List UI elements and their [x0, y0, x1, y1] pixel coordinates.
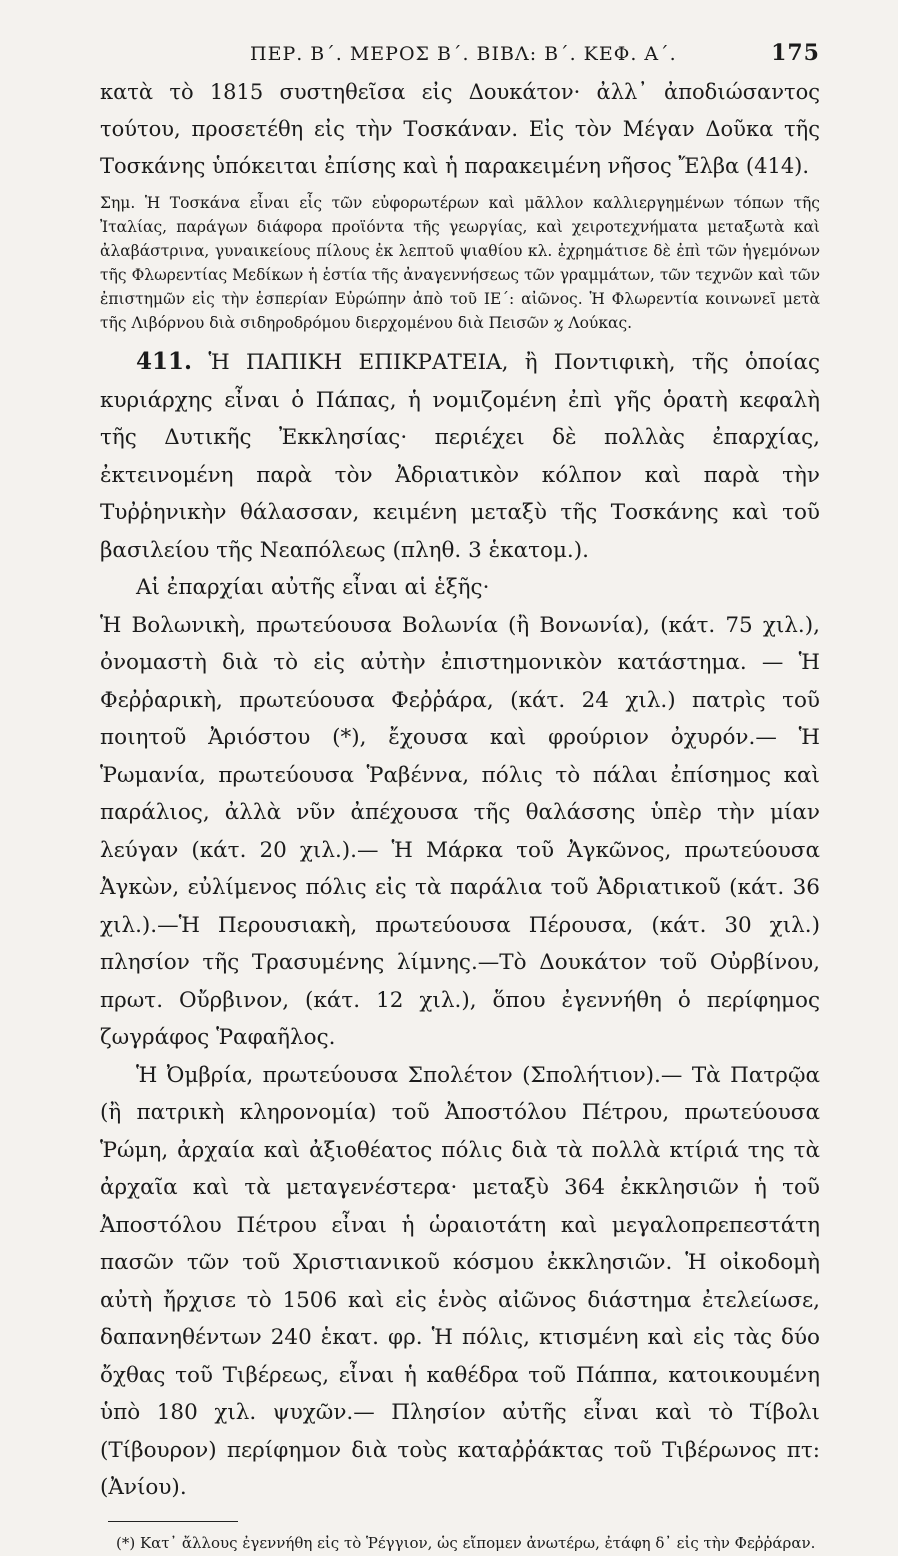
- provinces-intro: Αἱ ἐπαρχίαι αὐτῆς εἶναι αἱ ἑξῆς·: [136, 575, 490, 600]
- section-text: Ἡ ΠΑΠΙΚΗ ΕΠΙΚΡΑΤΕΙΑ, ἢ Ποντιφικὴ, τῆς ὁποίας κυριάρχης εἶναι ὁ Πάπας, ἡ νομιζομένη ἐπὶ γῆς ὁρατὴ κεφαλὴ τῆς Δυτικῆς Ἐκκλησίας· περιέχει δὲ πολλὰς ἐπαρχίας, ἐκτεινομένη παρὰ τὸν Ἀδριατικὸν κόλπον καὶ παρὰ τὴν Τυῤῥηνικὴν θάλασσαν, κειμένη μεταξὺ τῆς Τοσκάνης καὶ τοῦ βασιλείου τῆς Νεαπόλεως (πληθ. 3 ἑκατομ.).: [100, 350, 820, 563]
- umbria-paragraph: Ἡ Ὀμβρία, πρωτεύουσα Σπολέτον (Σπολήτιον).— Τὰ Πατρῷα (ἢ πατρικὴ κληρονομία) τοῦ Ἀποστόλου Πέτρου, πρωτεύουσα Ῥώμη, ἀρχαία καὶ ἀξιοθέατος πόλις διὰ τὰ πολλὰ κτίριά της τὰ ἀρχαῖα καὶ τὰ μεταγενέστερα· μεταξὺ 364 ἐκκλησιῶν ἡ τοῦ Ἀποστόλου Πέτρου εἶναι ἡ ὡραιοτάτη καὶ μεγαλοπρεπεστάτη πασῶν τῶν τοῦ Χριστιανικοῦ κόσμου ἐκκλησιῶν. Ἡ οἰκοδομὴ αὐτὴ ἤρχισε τὸ 1506 καὶ εἰς ἑνὸς αἰῶνος διάστημα ἐτελείωσε, δαπανηθέντων 240 ἑκατ. φρ. Ἡ πόλις, κτισμένη καὶ εἰς τὰς δύο ὄχθας τοῦ Τιβέρεως, εἶναι ἡ καθέδρα τοῦ Πάππα, κατοικουμένη ὑπὸ 180 χιλ. ψυχῶν.— Πλησίον αὐτῆς εἶναι καὶ τὸ Τίβολι (Τίβουρον) περίφημον διὰ τοὺς καταῤῥάκτας τοῦ Τιβέρωνος πτ: (Ἀνίου).: [100, 1062, 820, 1500]
- page-number: 175: [771, 40, 820, 66]
- provinces-paragraph: Ἡ Βολωνικὴ, πρωτεύουσα Βολωνία (ἢ Βονωνία), (κάτ. 75 χιλ.), ὀνομαστὴ διὰ τὸ εἰς αὐτὴν ἐπιστημονικὸν κατάστημα. — Ἡ Φεῤῥαρικὴ, πρωτεύουσα Φεῤῥάρα, (κάτ. 24 χιλ.) πατρὶς τοῦ ποιητοῦ Ἀριόστου (*), ἔχουσα καὶ φρούριον ὀχυρόν.— Ἡ Ῥωμανία, πρωτεύουσα Ῥαβέννα, πόλις τὸ πάλαι ἐπίσημος καὶ παράλιος, ἀλλὰ νῦν ἀπέχουσα τῆς θαλάσσης ὑπὲρ τὴν μίαν λεύγαν (κάτ. 20 χιλ.).— Ἡ Μάρκα τοῦ Ἀγκῶνος, πρωτεύουσα Ἀγκὼν, εὐλίμενος πόλις εἰς τὰ παράλια τοῦ Ἀδριατικοῦ (κάτ. 36 χιλ.).—Ἡ Περουσιακὴ, πρωτεύουσα Πέρουσα, (κάτ. 30 χιλ.) πλησίον τῆς Τρασυμένης λίμνης.—Τὸ Δουκάτον τοῦ Οὐρβίνου, πρωτ. Οὔρβινον, (κάτ. 12 χιλ.), ὅπου ἐγεννήθη ὁ περίφημος ζωγράφος Ῥαφαῆλος.: [100, 612, 820, 1050]
- section-number: 411.: [136, 348, 193, 375]
- note-paragraph: Σημ. Ἡ Τοσκάνα εἶναι εἷς τῶν εὐφορωτέρων καὶ μᾶλλον καλλιεργημένων τόπων τῆς Ἰταλίας, παράγων διάφορα προϊόντα τῆς γεωργίας, καὶ χειροτεχνήματα μεταξωτὰ καὶ ἀλαβάστρινα, γυναικείους πίλους ἐκ λεπτοῦ ψιαθίου κλ. ἐχρημάτισε δὲ ἐπὶ τῶν ἡγεμόνων τῆς Φλωρεντίας Μεδίκων ἡ ἑστία τῆς ἀναγεννήσεως τῶν γραμμάτων, τῶν τεχνῶν καὶ τῶν ἐπιστημῶν εἰς τὴν ἑσπερίαν Εὐρώπην ἀπὸ τοῦ ΙΕ΄: αἰῶνος. Ἡ Φλωρεντία κοινωνεῖ μετὰ τῆς Λιβόρνου διὰ σιδηροδρόμου διερχομένου διὰ Πεισῶν ϗ Λούκας.: [100, 194, 820, 332]
- footnote-divider: [108, 1521, 238, 1522]
- intro-paragraph: κατὰ τὸ 1815 συστηθεῖσα εἰς Δουκάτον· ἀλλ᾽ ἀποδιώσαντος τούτου, προσετέθη εἰς τὴν Τοσκάναν. Εἰς τὸν Μέγαν Δοῦκα τῆς Τοσκάνης ὑπόκειται ἐπίσης καὶ ἡ παρακειμένη νῆσος Ἔλβα (414).: [100, 80, 820, 178]
- footnote: (*) Κατ᾽ ἄλλους ἐγεννήθη εἰς τὸ Ῥέγγιον, ὡς εἴπομεν ἀνωτέρω, ἐτάφη δ᾽ εἰς τὴν Φεῤῥάραν.: [116, 1533, 816, 1552]
- page-header: [100, 40, 820, 66]
- section-411: [100, 343, 820, 569]
- running-title: ΠΕΡ. Β΄. ΜΕΡΟΣ Β΄. ΒΙΒΛ: Β΄. ΚΕΦ. Α΄.: [250, 43, 677, 65]
- book-page: [100, 40, 820, 1556]
